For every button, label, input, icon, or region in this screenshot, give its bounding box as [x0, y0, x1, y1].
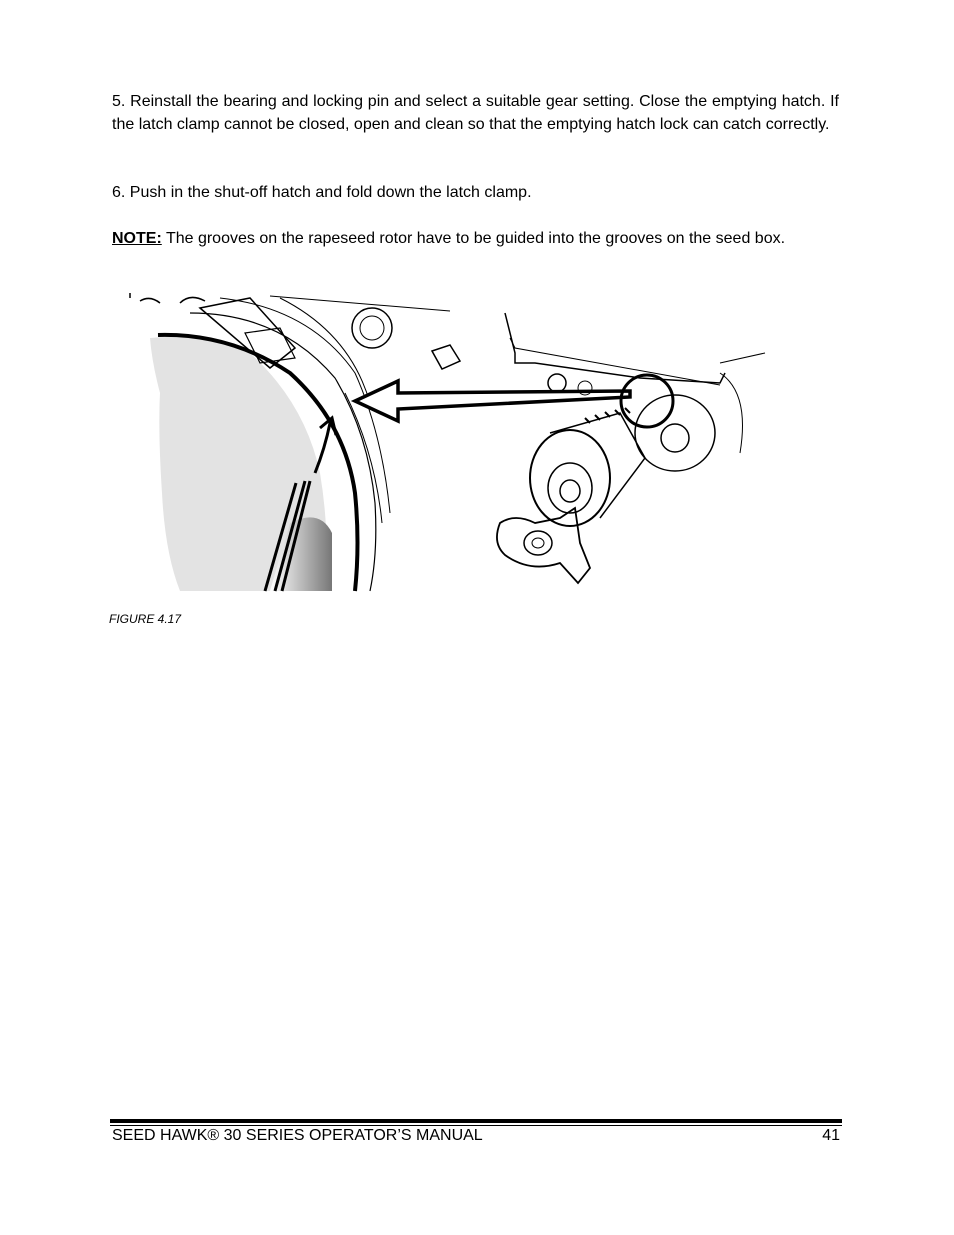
note-label: NOTE: — [112, 230, 162, 247]
note-paragraph — [112, 227, 839, 250]
footer-rule — [110, 1119, 842, 1123]
page-number: 41 — [822, 1127, 840, 1144]
rotor-illustration — [120, 293, 770, 593]
step-6-text: 6. Push in the shut-off hatch and fold down the latch clamp. — [112, 184, 532, 201]
footer-rule-thin — [110, 1125, 842, 1126]
highlight-circle — [621, 375, 673, 427]
step-5-text: 5. Reinstall the bearing and locking pin and select a suitable gear setting. Close the emptying hatch. If the latch clamp cannot be closed, open and clean so that the emptying hatch lock can catch correctly. — [112, 93, 839, 133]
footer-title: SEED HAWK® 30 SERIES OPERATOR’S MANUAL — [112, 1127, 483, 1144]
figure-caption: FIGURE 4.17 — [109, 612, 182, 626]
pointer-arrow — [355, 381, 630, 421]
note-text: The grooves on the rapeseed rotor have to be guided into the grooves on the seed box. — [161, 230, 786, 247]
